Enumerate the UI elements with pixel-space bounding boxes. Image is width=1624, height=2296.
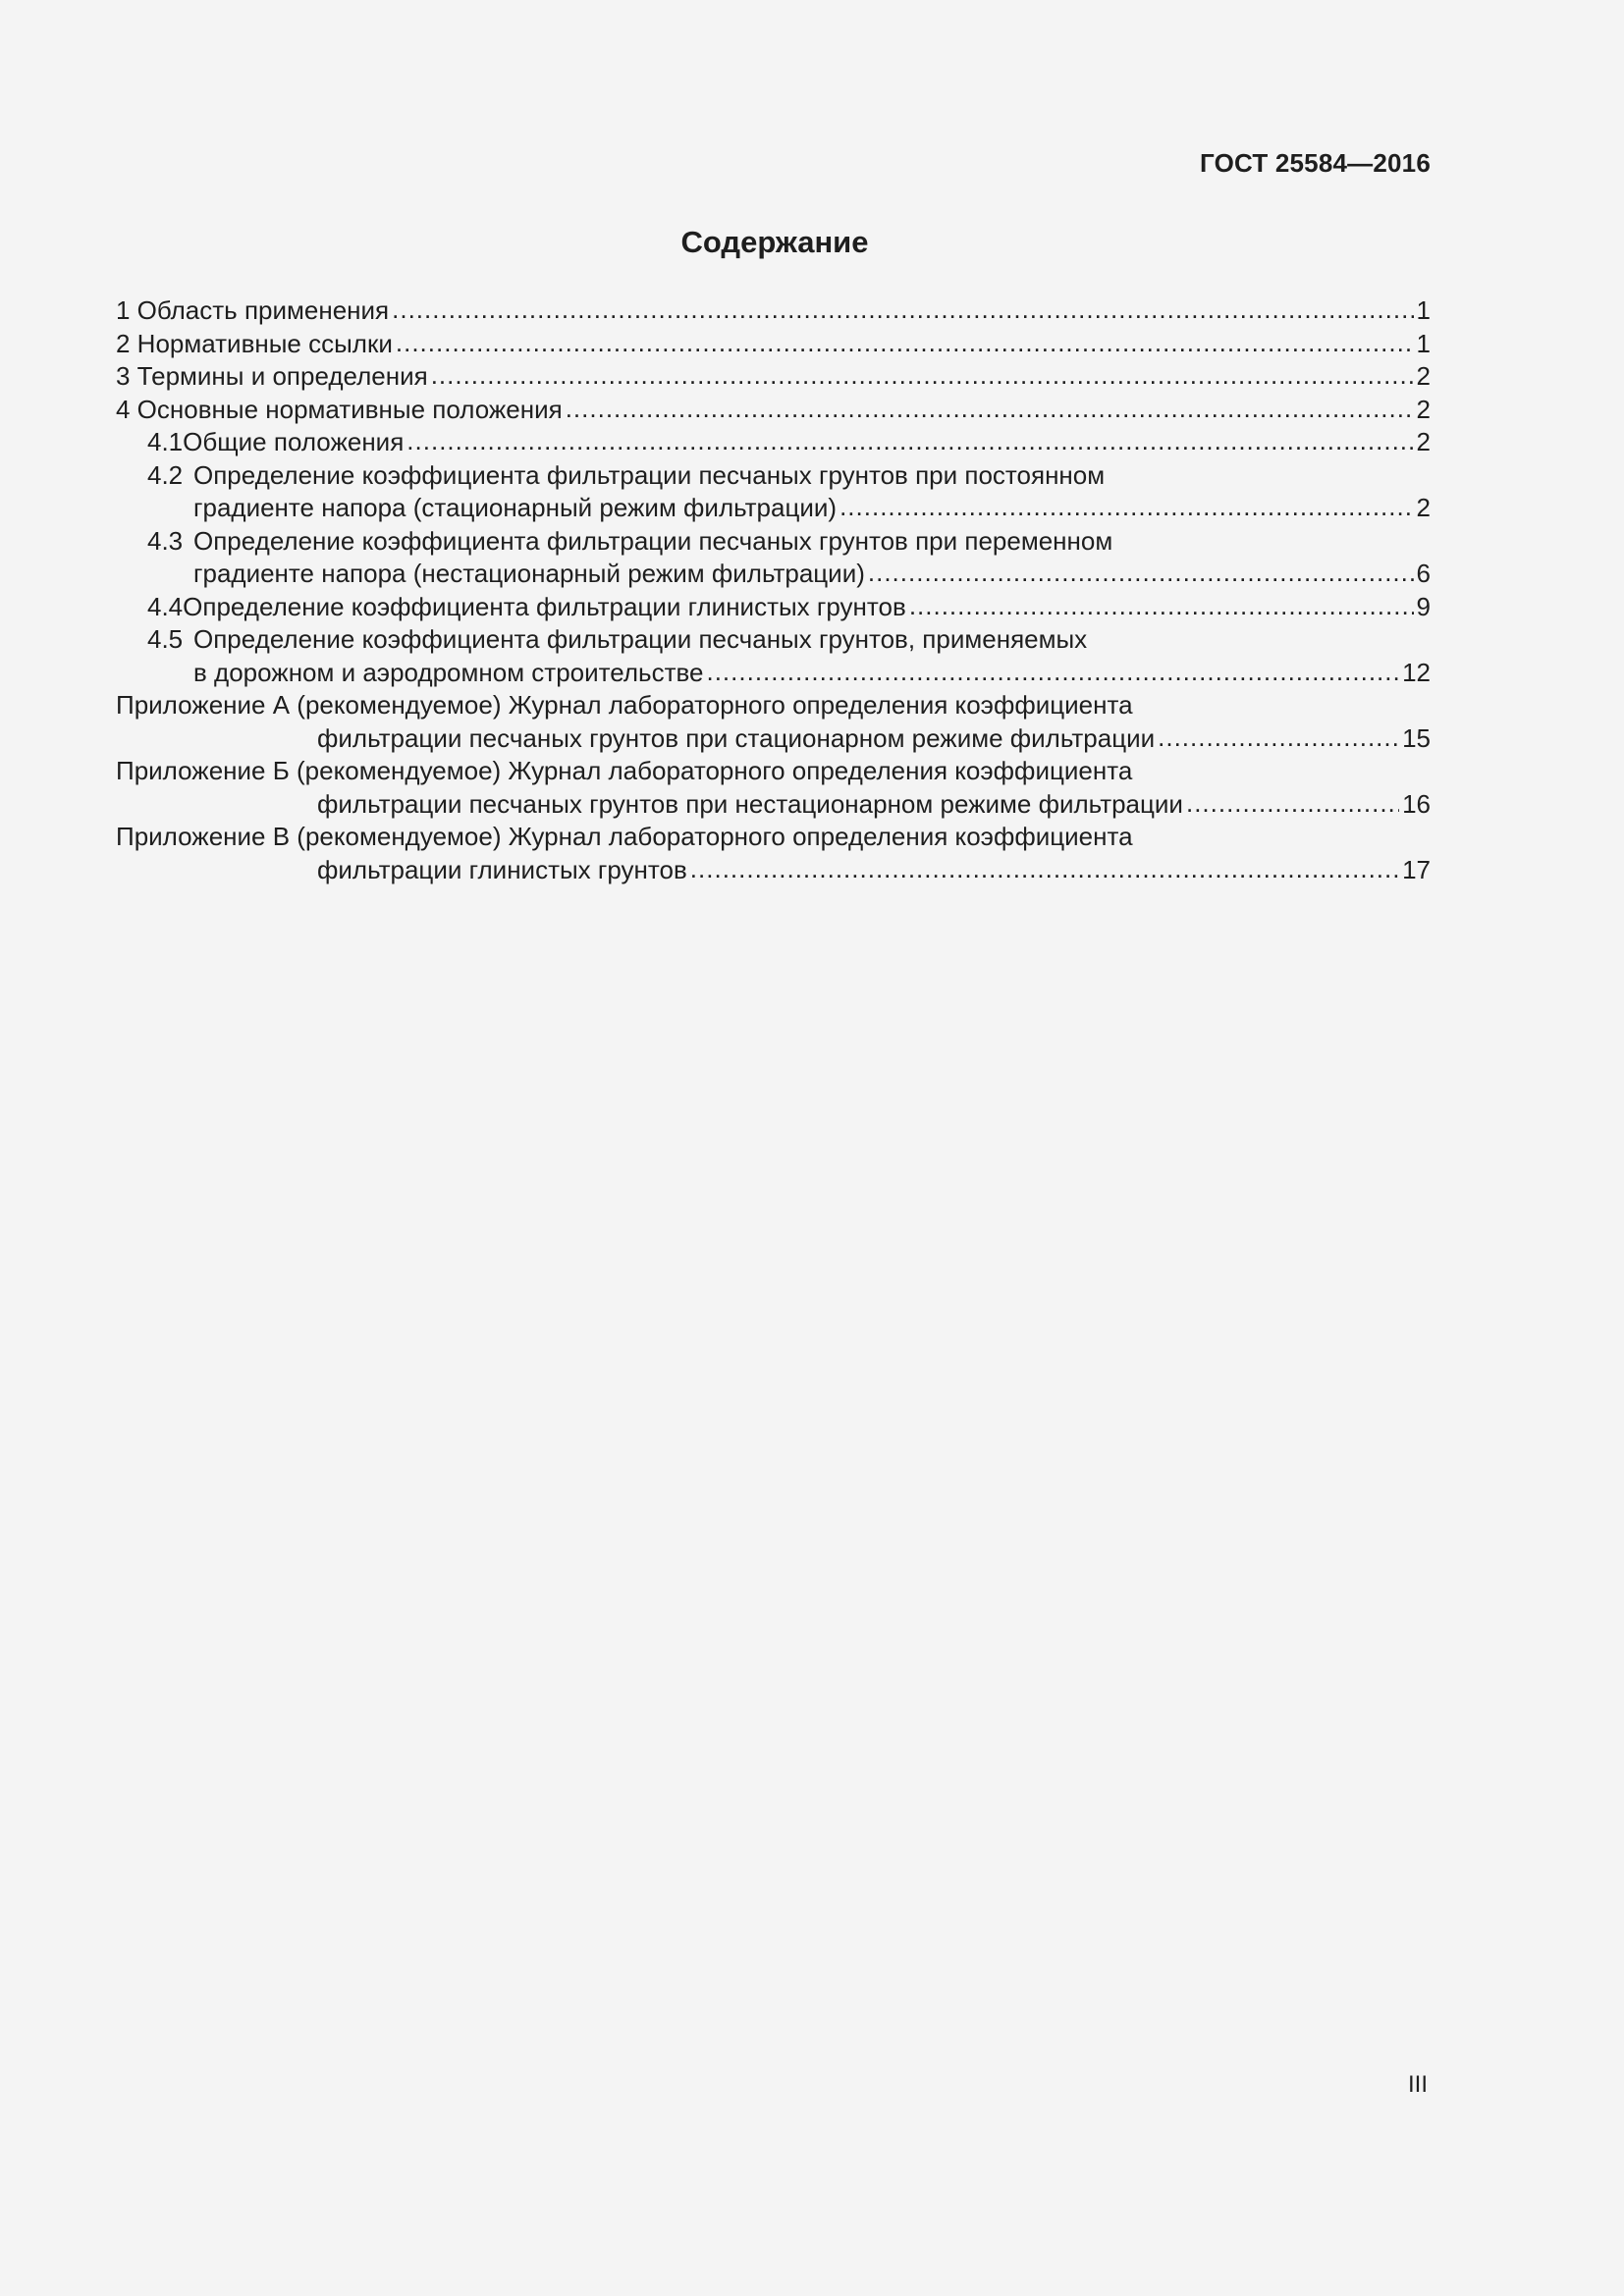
toc-entry-4-4[interactable] [116, 591, 1431, 624]
dot-leader [868, 557, 1414, 590]
toc-entry-4-3[interactable] [116, 525, 1431, 591]
toc-entry-1[interactable] [116, 294, 1431, 328]
toc-page-number: 2 [1416, 394, 1431, 424]
toc-entry-appendix-c[interactable] [116, 821, 1431, 886]
toc-entry-text: 4 Основные нормативные положения [116, 394, 563, 424]
dot-leader [392, 294, 1413, 327]
dot-leader [396, 327, 1414, 360]
toc-entry-text: Определение коэффициента фильтрации песчаных грунтов при постоянном [193, 459, 1106, 490]
toc-page-number: 2 [1416, 361, 1431, 391]
toc-entry-text-continuation: в дорожном и аэродромном строительстве [193, 657, 704, 687]
dot-leader [566, 393, 1414, 426]
toc-page-number: 12 [1402, 657, 1431, 687]
toc-page-number: 6 [1416, 559, 1431, 588]
toc-entry-2[interactable] [116, 328, 1431, 361]
toc-entry-4-1[interactable] [116, 426, 1431, 459]
toc-entry-text-continuation: фильтрации глинистых грунтов [317, 854, 687, 884]
toc-entry-text: Определение коэффициента фильтрации песчаных грунтов при переменном [193, 525, 1113, 556]
dot-leader [1186, 787, 1399, 821]
toc-entry-number: 4.5 [147, 624, 184, 654]
toc-page-number: 2 [1416, 427, 1431, 456]
toc-entry-text-continuation: фильтрации песчаных грунтов при стационарном режиме фильтрации [317, 722, 1156, 753]
toc-page-number: 16 [1402, 788, 1431, 819]
toc-entry-4[interactable] [116, 394, 1431, 427]
toc-entry-text: Приложение А (рекомендуемое) Журнал лабораторного определения коэффициента [116, 690, 1133, 720]
toc-page-number: 2 [1416, 493, 1431, 522]
toc-title: Содержание [680, 225, 869, 259]
toc-page-number: 9 [1416, 591, 1431, 621]
toc-entry-4-2[interactable] [116, 459, 1431, 525]
toc-page-number: 1 [1416, 328, 1431, 358]
toc-entry-number: 4.1 [147, 427, 184, 456]
toc-entry-3[interactable] [116, 360, 1431, 394]
dot-leader [706, 656, 1399, 689]
toc-entry-4-5[interactable] [116, 623, 1431, 689]
page-number: III [1407, 2071, 1428, 2098]
toc-entry-text: 1 Область применения [116, 295, 390, 325]
dot-leader [839, 491, 1413, 524]
toc-entry-number: 4.3 [147, 525, 184, 556]
toc-entry-appendix-a[interactable] [116, 689, 1431, 755]
table-of-contents [116, 294, 1431, 886]
toc-entry-text: Приложение Б (рекомендуемое) Журнал лабораторного определения коэффициента [116, 756, 1133, 785]
dot-leader [431, 359, 1414, 393]
toc-page-number: 17 [1402, 854, 1431, 884]
toc-entry-text-continuation: фильтрации песчаных грунтов при нестационарном режиме фильтрации [317, 788, 1183, 819]
toc-page-number: 1 [1416, 295, 1431, 325]
dot-leader [1158, 721, 1399, 755]
toc-entry-text-continuation: градиенте напора (стационарный режим фильтрации) [193, 493, 838, 522]
toc-entry-text: Приложение В (рекомендуемое) Журнал лабораторного определения коэффициента [116, 822, 1133, 851]
toc-entry-text-continuation: градиенте напора (нестационарный режим фильтрации) [193, 559, 865, 588]
dot-leader [690, 853, 1399, 886]
dot-leader [406, 425, 1413, 458]
dot-leader [909, 590, 1414, 623]
toc-entry-text: Общие положения [183, 427, 405, 456]
toc-entry-text: Определение коэффициента фильтрации глинистых грунтов [183, 591, 906, 621]
toc-entry-appendix-b[interactable] [116, 755, 1431, 821]
toc-page-number: 15 [1402, 722, 1431, 753]
document-code: ГОСТ 25584—2016 [1200, 148, 1431, 178]
toc-entry-text: 2 Нормативные ссылки [116, 328, 393, 358]
toc-entry-number: 4.4 [147, 591, 184, 621]
toc-entry-text: Определение коэффициента фильтрации песчаных грунтов, применяемых [193, 624, 1088, 654]
toc-entry-text: 3 Термины и определения [116, 361, 428, 391]
toc-entry-number: 4.2 [147, 459, 184, 490]
